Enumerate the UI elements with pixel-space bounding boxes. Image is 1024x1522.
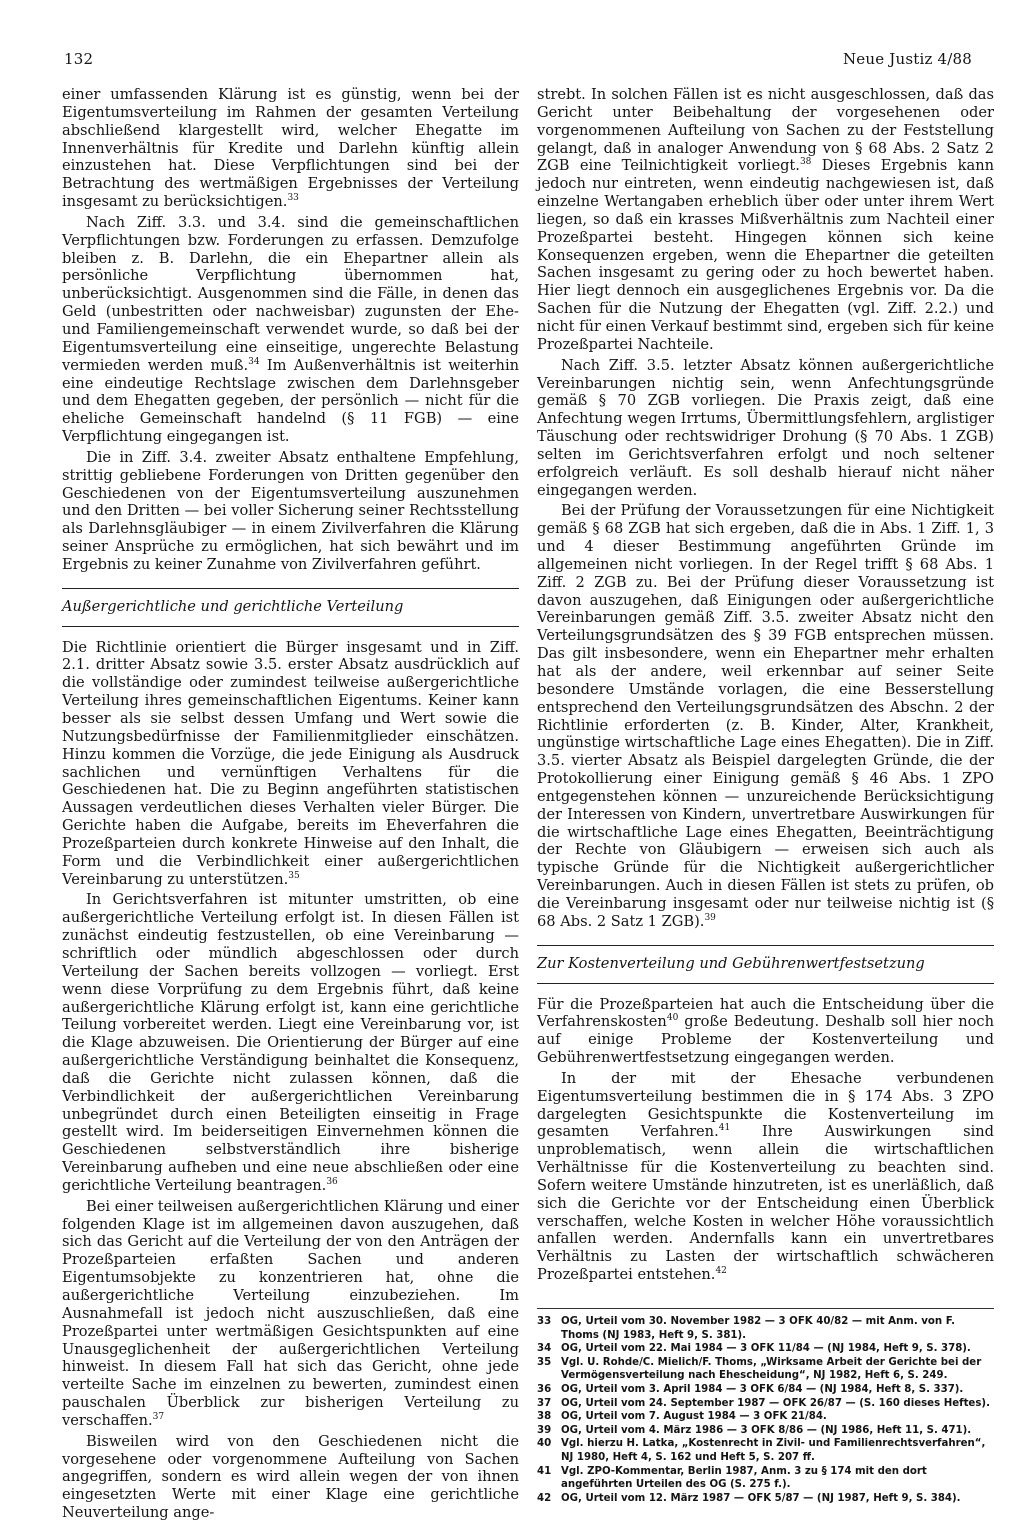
footnote-ref[interactable]: 38 — [799, 157, 812, 168]
footnote-ref[interactable]: 33 — [287, 193, 299, 204]
footnote-text: OG, Urteil vom 12. März 1987 — OFK 5/87 — (NJ 1987, Heft 9, S. 384). — [561, 1492, 961, 1504]
footnote-number: 39 — [537, 1424, 552, 1436]
footnote — [537, 1315, 994, 1342]
footnotes — [537, 1308, 994, 1505]
footnote — [537, 1342, 994, 1356]
footnote-ref[interactable]: 39 — [704, 912, 716, 923]
paragraph: Bei einer teilweisen außergerichtlichen Klärung und einer folgenden Klage ist im allgemeinen davon auszugehen, daß sich das Gericht auf die Verteilung der von den Anträgen der Prozeßparteien erfaßten Sachen und anderen Eigentumsobjekte zu konzentrieren hat, ohne die außergerichtliche Verteilung einzubeziehen. Im Ausnahmefall ist jedoch nicht auszuschließen, daß eine Prozeßpartei unter wertmäßigen Gesichtspunkten auf eine Unausgeglichenheit der außergerichtlichen Verteilung hinweist. In diesem Fall hat sich das Gericht, ohne jede verteilte Sache im einzelnen zu bewerten, zumindest einen pauschalen Überblick zur bisherigen Verteilung zu verschaffen.$^{37}$ — [62, 1197, 519, 1429]
footnote-number: 37 — [537, 1397, 552, 1409]
section-heading: Zur Kostenverteilung und Gebührenwertfestsetzung — [537, 945, 994, 984]
paragraph: Nach Ziff. 3.5. letzter Absatz können außergerichtliche Vereinbarungen nichtig sein, wenn Anfechtungsgründe gemäß § 70 ZGB vorliegen. Die Praxis zeigt, daß eine Anfechtung wegen Irrtums, Übermittlungsfehlern, arglistiger Täuschung oder rechtswidriger Drohung (§ 70 Abs. 1 ZGB) selten im Gerichtsverfahren erfolgt und noch seltener erfolgreich verläuft. Es soll deshalb hierauf nicht näher eingegangen werden. — [537, 356, 994, 499]
footnote-ref[interactable]: 35 — [288, 870, 300, 881]
paragraph: Bisweilen wird von den Geschiedenen nicht die vorgesehene oder vorgenommene Aufteilung von Sachen angegriffen, sondern es wird allein wegen der von ihnen eingesetzten Werte mit einer Klage eine gerichtliche Neuverteilung ange- — [62, 1432, 519, 1522]
footnote-number: 42 — [537, 1492, 552, 1504]
journal-issue: Neue Justiz 4/88 — [842, 50, 972, 68]
footnote-text: OG, Urteil vom 3. April 1984 — 3 OFK 6/84 — (NJ 1984, Heft 8, S. 337). — [561, 1383, 964, 1395]
footnote — [537, 1356, 994, 1383]
footnote — [537, 1424, 994, 1438]
footnote-number: 38 — [537, 1411, 552, 1423]
page-number: 132 — [64, 50, 94, 68]
footnote-text: OG, Urteil vom 4. März 1986 — 3 OFK 8/86 — (NJ 1986, Heft 11, S. 471). — [561, 1424, 972, 1436]
footnote — [537, 1492, 994, 1506]
footnote-ref[interactable]: 40 — [666, 1013, 679, 1024]
footnote — [537, 1397, 994, 1411]
footnote-text: Vgl. U. Rohde/C. Mielich/F. Thoms, „Wirksame Arbeit der Gerichte bei der Vermögensverteilung nach Ehescheidung“, NJ 1982, Heft 6, S. 249. — [561, 1356, 982, 1382]
footnote — [537, 1383, 994, 1397]
footnote-ref[interactable]: 41 — [718, 1123, 731, 1134]
footnote-number: 33 — [537, 1316, 552, 1327]
footnote-ref[interactable]: 37 — [152, 1412, 165, 1423]
footnote-text: OG, Urteil vom 22. Mai 1984 — 3 OFK 11/84 — (NJ 1984, Heft 9, S. 378). — [561, 1343, 971, 1355]
paragraph: Die Richtlinie orientiert die Bürger insgesamt und in Ziff. 2.1. dritter Absatz sowie 3.5. erster Absatz ausdrücklich auf die vollständige oder zumindest teilweise außergerichtliche Verteilung ihres gemeinschaftlichen Eigentums. Keiner kann besser als sie selbst dessen Umfang und Wert sowie die Nutzungsbedürfnisse der Familienmitglieder einschätzen. Hinzu kommen die Vorzüge, die jede Einigung als Ausdruck sachlichen und vernünftigen Verhaltens für die Geschiedenen hat. Die zu Beginn angeführten statistischen Aussagen verdeutlichen dieses Verhalten vieler Bürger. Die Gerichte haben die Aufgabe, bereits im Eheverfahren die Prozeßparteien durch konkrete Hinweise auf den Inhalt, die Form und die Verbindlichkeit einer außergerichtlichen Vereinbarung zu unterstützen.$^{35}$ — [62, 638, 519, 888]
footnote-text: OG, Urteil vom 24. September 1987 — OFK 26/87 — (S. 160 dieses Heftes). — [561, 1397, 990, 1409]
left-column — [62, 86, 519, 1522]
footnote-text: OG, Urteil vom 30. November 1982 — 3 OFK 40/82 — mit Anm. von F. Thoms (NJ 1983, Heft 9, S. 381). — [561, 1316, 956, 1341]
footnote — [537, 1437, 994, 1464]
footnote-text: Vgl. hierzu H. Latka, „Kostenrecht in Zivil- und Familienrechtsverfahren“, NJ 1980, Heft 4, S. 162 und Heft 5, S. 207 ff. — [561, 1438, 986, 1463]
footnote-ref[interactable]: 42 — [715, 1266, 727, 1277]
paragraph: einer umfassenden Klärung ist es günstig, wenn bei der Eigentumsverteilung im Rahmen der gesamten Verteilung abschließend klargestellt wird, welcher Ehegatte im Innenverhältnis für Kredite und Darlehn künftig allein einzustehen hat. Diese Verpflichtungen sind bei der Betrachtung des wertmäßigen Ergebnisses der Verteilung insgesamt zu berücksichtigen.$^{33}$ — [62, 86, 519, 211]
footnote-number: 35 — [537, 1356, 552, 1368]
paragraph: strebt. In solchen Fällen ist es nicht ausgeschlossen, daß das Gericht unter Beibehaltung der vorgesehenen oder vorgenommenen Aufteilung von Sachen zu der Feststellung gelangt, daß in analoger Anwendung von § 68 Abs. 2 Satz 2 ZGB eine Teilnichtigkeit vorliegt.$^{38}$ Dieses Ergebnis kann jedoch nur eintreten, wenn eindeutig nachgewiesen ist, daß einzelne Wertangaben erheblich über oder unter ihrem Wert liegen, so daß ein krasses Mißverhältnis zum Nachteil einer Prozeßpartei besteht. Hingegen können sich keine Konsequenzen ergeben, wenn die Ehepartner die geteilten Sachen insgesamt zu gering oder zu hoch bewertet haben. Hier liegt dennoch ein ausgeglichenes Ergebnis vor. Da die Sachen für die Nutzung der Ehegatten (vgl. Ziff. 2.2.) und nicht für einen Verkauf bestimmt sind, ergeben sich für keine Prozeßpartei Nachteile. — [537, 86, 995, 353]
paragraph: Nach Ziff. 3.3. und 3.4. sind die gemeinschaftlichen Verpflichtungen bzw. Forderungen zu erfassen. Demzufolge bleiben z. B. Darlehn, die ein Ehepartner allein als persönliche Verpflichtung übernommen hat, unberücksichtigt. Ausgenommen sind die Fälle, in denen das Geld (unbestritten oder nachweisbar) zugunsten der Ehe- und Familiengemeinschaft verwendet wurde, so daß bei der Eigentumsverteilung eine einseitige, ungerechte Belastung vermieden werden muß.$^{34}$ Im Außenverhältnis ist weiterhin eine eindeutige Rechtslage zwischen dem Darlehnsgeber und dem Ehegatten gegeben, der persönlich — nicht für die eheliche Gemeinschaft handelnd (§ 11 FGB) — eine Verpflichtung eingegangen ist. — [62, 213, 520, 446]
footnote-text: Vgl. ZPO-Kommentar, Berlin 1987, Anm. 3 zu § 174 mit den dort angeführten Urteilen des OG (S. 275 f.). — [561, 1465, 927, 1491]
footnote-ref[interactable]: 34 — [248, 356, 260, 367]
section-heading: Außergerichtliche und gerichtliche Verteilung — [62, 588, 519, 627]
footnote-ref[interactable]: 36 — [326, 1177, 338, 1188]
paragraph: Bei der Prüfung der Voraussetzungen für eine Nichtigkeit gemäß § 68 ZGB hat sich ergeben, daß die in Abs. 1 Ziff. 1, 3 und 4 dieser Bestimmung angeführten Gründe im allgemeinen nicht vorliegen. In der Regel trifft § 68 Abs. 1 Ziff. 2 ZGB zu. Bei der Prüfung dieser Voraussetzung ist davon auszugehen, daß Einigungen oder außergerichtliche Vereinbarungen gemäß Ziff. 3.5. zweiter Absatz nicht den Verteilungsgrundsätzen des § 39 FGB entsprechen müssen. Das gilt insbesondere, wenn ein Ehepartner mehr erhalten hat als der andere, weil erkennbar auf seiner Seite besondere Umstände vorlagen, die eine Besserstellung entsprechend den Verteilungsgrundsätzen des Abschn. 2 der Richtlinie erforderten (z. B. Kinder, Alter, Krankheit, ungünstige wirtschaftliche Lage eines Ehegatten). Die in Ziff. 3.5. vierter Absatz als Beispiel dargelegten Gründe, die der Protokollierung einer Einigung gemäß § 46 Abs. 1 ZPO entgegenstehen können — unzureichende Berücksichtigung der Interessen von Kindern, unvertretbare Auswirkungen für die wirtschaftliche Lage eines Ehegatten, Beeinträchtigung der Rechte von Gläubigern — erweisen sich auch als typische Gründe für die Nichtigkeit außergerichtlicher Vereinbarungen. Auch in diesen Fällen ist stets zu prüfen, ob die Vereinbarung insgesamt oder nur teilweise nichtig ist (§ 68 Abs. 2 Satz 1 ZGB).$^{39}$ — [537, 502, 994, 930]
right-column — [537, 86, 994, 1505]
paragraph: Die in Ziff. 3.4. zweiter Absatz enthaltene Empfehlung, strittig gebliebene Forderungen von Dritten gegenüber den Geschiedenen von der Eigentumsverteilung auszunehmen und den Dritten — bei voller Sicherung seiner Rechtsstellung als Darlehnsgläubiger — in einem Zivilverfahren die Klärung seiner Ansprüche zu ermöglichen, hat sich bewährt und im Ergebnis zu keiner Zunahme von Zivilverfahren geführt. — [62, 448, 519, 573]
footnote-number: 36 — [537, 1383, 552, 1395]
paragraph: In der mit der Ehesache verbundenen Eigentumsverteilung bestimmen die in § 174 Abs. 3 ZPO dargelegten Gesichtspunkte die Kostenverteilung im gesamten Verfahren.$^{41}$ Ihre Auswirkungen sind unproblematisch, wenn allein die wirtschaftlichen Verhältnisse für die Kostenverteilung zu beachten sind. Sofern weitere Umstände hinzutreten, ist es unerläßlich, daß sich die Gerichte vor der Entscheidung einen Überblick verschaffen, welche Kosten in welcher Höhe voraussichtlich anfallen werden. Andernfalls kann ein unvertretbares Verhältnis zu Lasten der wirtschaftlich schwächeren Prozeßpartei entstehen.$^{42}$ — [537, 1069, 994, 1284]
paragraph: In Gerichtsverfahren ist mitunter umstritten, ob eine außergerichtliche Verteilung erfolgt ist. In diesen Fällen ist zunächst eindeutig festzustellen, ob eine Vereinbarung — schriftlich oder mündlich abgeschlossen oder durch Verteilung der Sachen bereits vollzogen — vorliegt. Erst wenn diese Vorprüfung zu dem Ergebnis führt, daß keine außergerichtliche Klärung erfolgt ist, kann eine gerichtliche Teilung vorbereitet werden. Liegt eine Vereinbarung vor, ist die Klage abzuweisen. Die Orientierung der Bürger auf eine außergerichtliche Verständigung beinhaltet die Konsequenz, daß die Gerichte nicht zulassen können, daß die Verbindlichkeit der außergerichtlichen Vereinbarung unbegründet durch einen Beteiligten einseitig in Frage gestellt wird. Im beiderseitigen Einvernehmen können die Geschiedenen selbstverständlich ihre bisherige Vereinbarung aufheben und eine neue abschließen oder eine gerichtliche Verteilung beantragen.$^{36}$ — [62, 891, 519, 1194]
paragraph: Für die Prozeßparteien hat auch die Entscheidung über die Verfahrenskosten$^{40}$ große Bedeutung. Deshalb soll hier noch auf einige Probleme der Kostenverteilung und Gebührenwertfestsetzung eingegangen werden. — [537, 995, 994, 1067]
footnote-number: 34 — [537, 1343, 552, 1355]
footnote — [537, 1410, 994, 1424]
footnote-text: OG, Urteil vom 7. August 1984 — 3 OFK 21/84. — [561, 1411, 827, 1423]
footnote-number: 40 — [537, 1438, 552, 1450]
footnote-number: 41 — [537, 1465, 552, 1477]
